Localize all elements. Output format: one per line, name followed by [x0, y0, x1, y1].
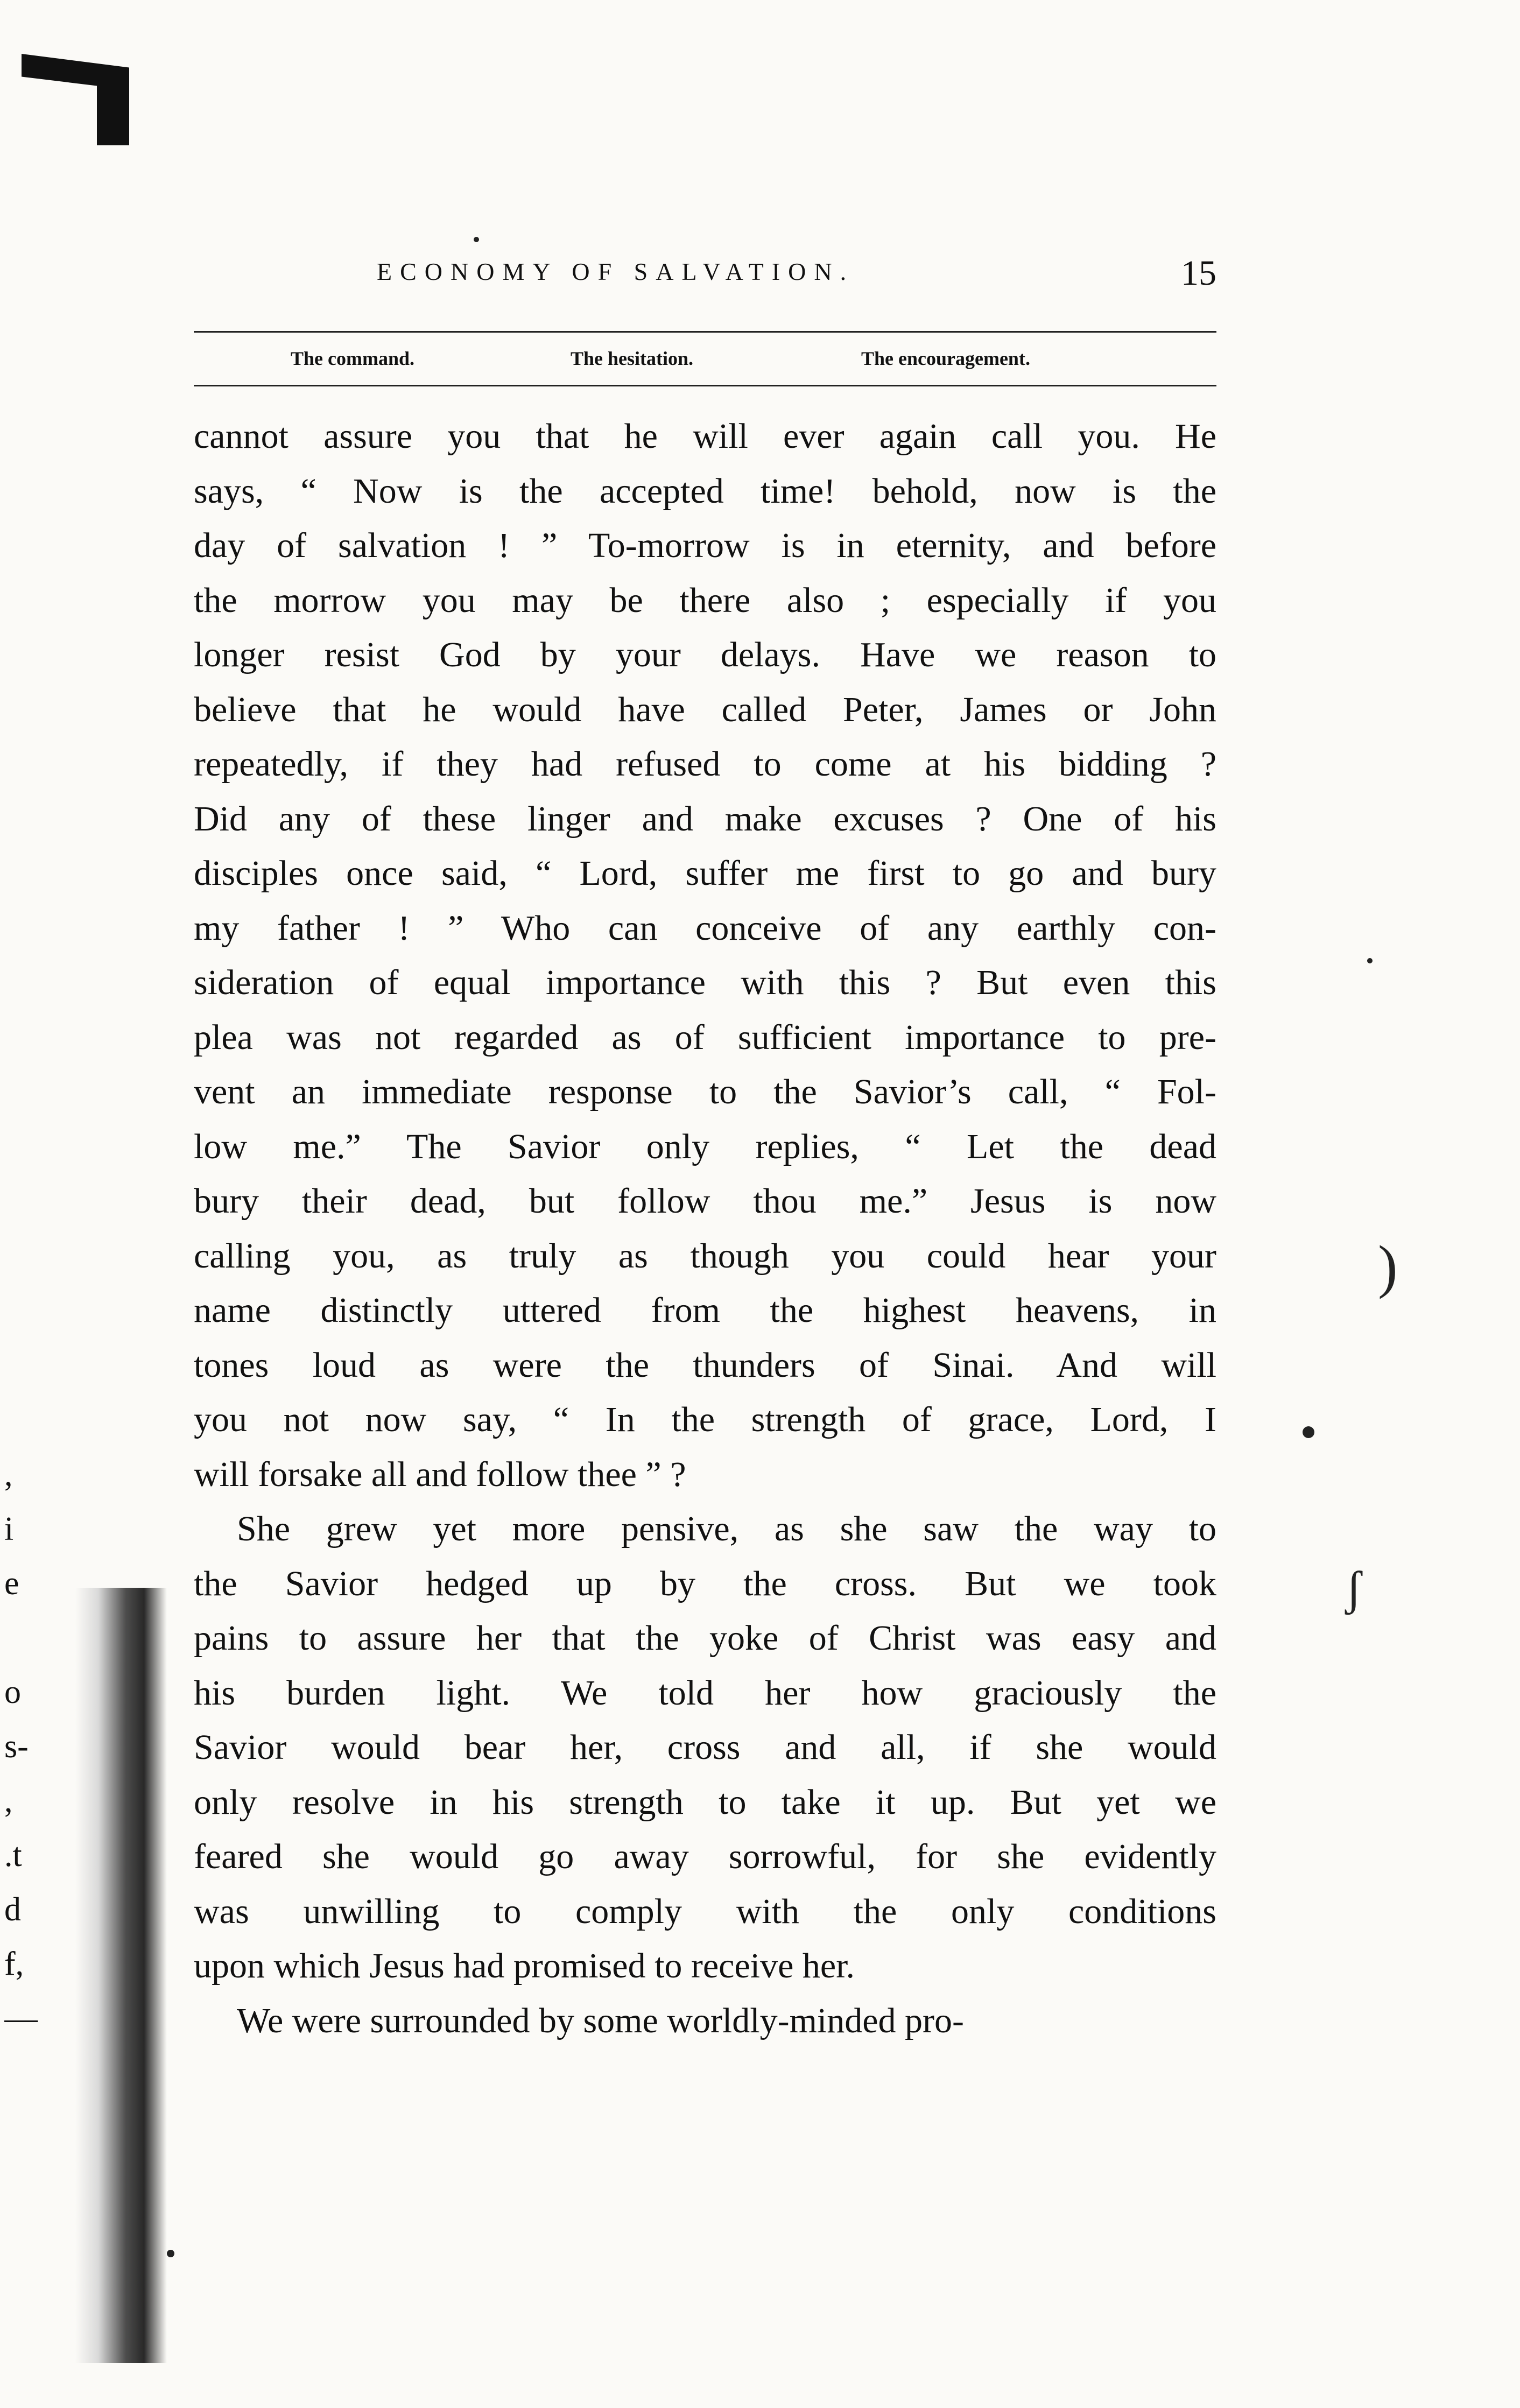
header-rule-bottom: [194, 385, 1216, 386]
text-line: bury their dead, but follow thou me.” Jesus is now: [194, 1181, 1216, 1221]
edge-fragment: [4, 1611, 47, 1665]
edge-fragment: .t: [4, 1837, 22, 1874]
binding-shadow: [75, 1588, 167, 2363]
text-line: was unwilling to comply with the only conditions: [194, 1891, 1216, 1931]
text-line: repeatedly, if they had refused to come at his bidding ?: [194, 744, 1216, 784]
scan-corner-mark: [22, 54, 129, 145]
text-line: vent an immediate response to the Savior’s call, “ Fol-: [194, 1072, 1216, 1111]
edge-fragment: —: [4, 2000, 38, 2037]
text-line: longer resist God by your delays. Have we reason to: [194, 635, 1216, 674]
text-line: says, “ Now is the accepted time! behold, now is the: [194, 471, 1216, 511]
body-text: [194, 409, 1216, 2048]
text-line: Savior would bear her, cross and all, if she would: [194, 1728, 1216, 1767]
text-line: name distinctly uttered from the highest heavens, in: [194, 1291, 1216, 1330]
text-line: upon which Jesus had promised to receive her.: [194, 1946, 855, 1985]
text-line: the morrow you may be there also ; especially if you: [194, 580, 1216, 620]
text-line: low me.” The Savior only replies, “ Let the dead: [194, 1126, 1216, 1166]
edge-fragment: e: [4, 1565, 19, 1602]
edge-fragment: d: [4, 1891, 21, 1928]
edge-fragment: i: [4, 1511, 14, 1547]
text-line: you not now say, “ In the strength of grace, Lord, I: [194, 1400, 1216, 1439]
paragraph-start-line: We were surrounded by some worldly-minded pro-: [237, 2001, 965, 2040]
margin-mark: ʃ: [1346, 1562, 1362, 1615]
text-line: plea was not regarded as of sufficient importance to pre-: [194, 1017, 1216, 1057]
text-line: will forsake all and follow thee ” ?: [194, 1454, 686, 1494]
edge-fragment: s-: [4, 1728, 29, 1765]
text-line: believe that he would have called Peter, James or John: [194, 689, 1216, 729]
ink-speck: [167, 2250, 174, 2257]
topic-headings: [194, 342, 1216, 379]
text-line: feared she would go away sorrowful, for she evidently: [194, 1837, 1216, 1876]
topic-heading: The encouragement.: [861, 348, 1030, 369]
text-line: pains to assure her that the yoke of Christ was easy and: [194, 1618, 1216, 1658]
text-line: tones loud as were the thunders of Sinai. And will: [194, 1345, 1216, 1385]
text-line: Did any of these linger and make excuses ? One of his: [194, 799, 1216, 839]
facing-page-edge: [4, 1448, 47, 2046]
text-line: only resolve in his strength to take it up. But yet we: [194, 1782, 1216, 1822]
text-line: day of salvation ! ” To-morrow is in eternity, and before: [194, 526, 1216, 565]
ink-speck: [1367, 958, 1373, 963]
edge-fragment: f,: [4, 1946, 24, 1982]
text-line: calling you, as truly as though you could hear your: [194, 1236, 1216, 1276]
text-line: cannot assure you that he will ever again call you. He: [194, 417, 1216, 456]
topic-heading: The command.: [291, 348, 415, 369]
ink-speck: [1303, 1426, 1314, 1438]
edge-fragment: ,: [4, 1456, 13, 1493]
edge-fragment: ,: [4, 1783, 13, 1819]
edge-fragment: o: [4, 1674, 21, 1710]
header-rule-top: [194, 331, 1216, 333]
text-line: the Savior hedged up by the cross. But we took: [194, 1564, 1216, 1603]
page-number: 15: [1181, 254, 1216, 293]
topic-heading: The hesitation.: [571, 348, 694, 369]
running-title: ECONOMY OF SALVATION.: [377, 258, 855, 285]
ink-speck: [474, 237, 479, 242]
paragraph-start-line: She grew yet more pensive, as she saw the way to: [237, 1509, 1216, 1548]
margin-mark: ): [1378, 1234, 1398, 1299]
text-line: disciples once said, “ Lord, suffer me first to go and bury: [194, 854, 1216, 893]
text-line: his burden light. We told her how graciously the: [194, 1673, 1216, 1713]
text-line: sideration of equal importance with this ? But even this: [194, 963, 1216, 1002]
text-line: my father ! ” Who can conceive of any earthly con-: [194, 908, 1216, 948]
running-head: [194, 253, 1216, 301]
